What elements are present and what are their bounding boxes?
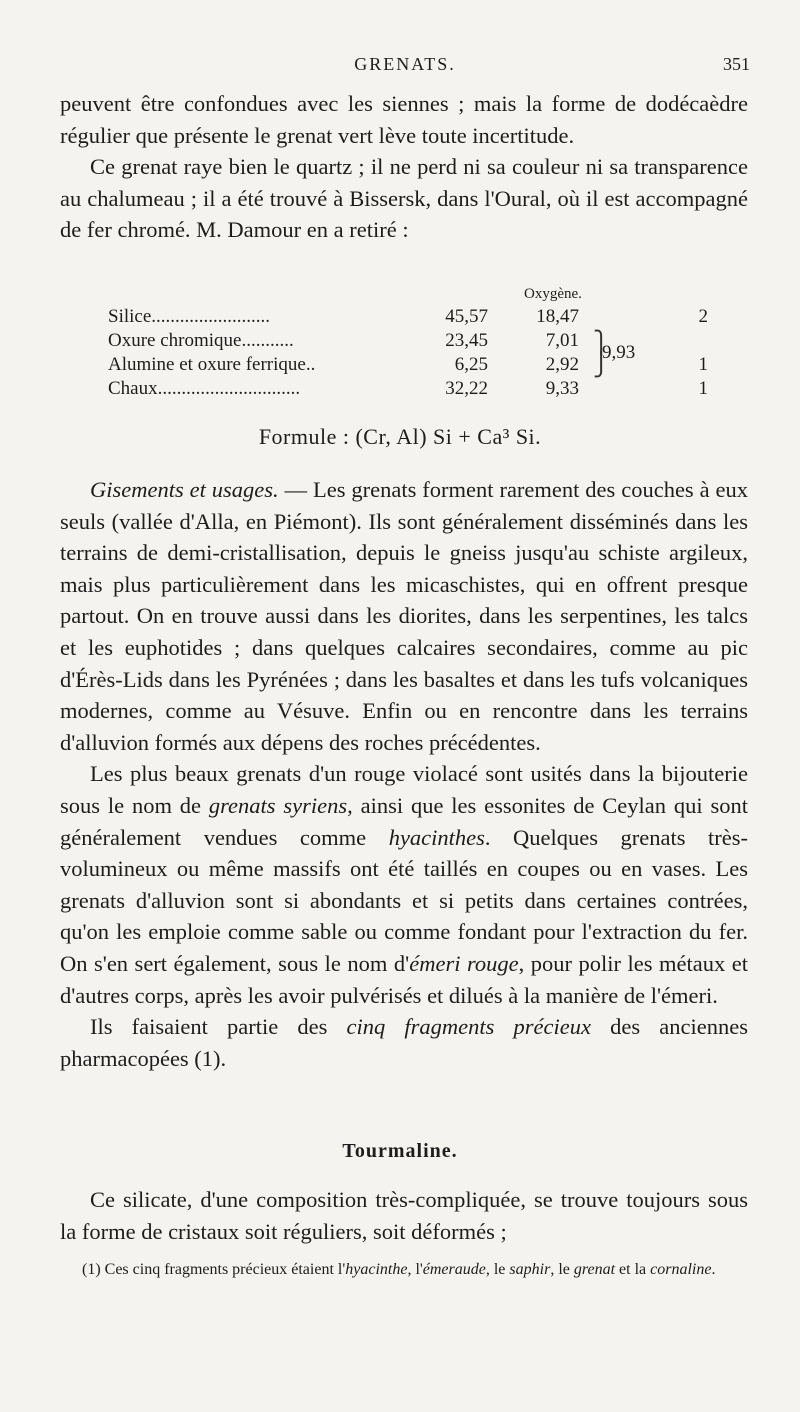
paragraph-continuation: peuvent être confondues avec les siennes ; mais la forme de dodécaèdre régulier que présente le grenat vert lève toute incertitude.	[60, 91, 748, 148]
oxide-name: Silice.........................	[108, 306, 271, 327]
oxygen-value: 9,33	[545, 378, 579, 399]
table-row	[108, 378, 708, 402]
italic-term: cinq fragments précieux	[346, 1014, 591, 1040]
page-number: 351	[723, 54, 750, 74]
text-run: , le	[550, 1261, 574, 1278]
paragraph-pharmacopees	[60, 1011, 748, 1074]
chemical-formula: Formule : (Cr, Al) Si + Ca³ Si.	[258, 424, 542, 449]
paragraph-gisements	[60, 474, 748, 758]
text-run: , ainsi que les essonites de Ceylan qui sont généralement vendues comme	[60, 792, 748, 850]
oxide-percent: 23,45	[445, 330, 488, 351]
text-run: des anciennes pharmacopées (1).	[60, 1014, 748, 1071]
oxide-percent: 32,22	[445, 378, 488, 399]
text-run: Ils faisaient partie des	[90, 1014, 347, 1040]
text-run: Les plus beaux grenats d'un rouge violacé sont usités dans la bijouterie sous le nom de	[60, 761, 748, 818]
text-run: , le	[485, 1261, 510, 1278]
text-run: , pour polir les métaux et d'autres corps, après les avoir pulvérisés et dilués à la manière de l'émeri.	[60, 950, 749, 1008]
paragraph-bijouterie	[60, 758, 748, 1011]
oxygen-sum: 9,93	[602, 342, 636, 363]
oxygen-ratio: 2	[698, 306, 708, 327]
italic-term: hyacinthe	[345, 1261, 408, 1278]
paragraph-text: — Les grenats forment rarement des couches à eux seuls (vallée d'Alla, en Piémont). Ils sont généralement disséminés dans les terrains de demi-cristallisation, depuis le gneiss jusqu'au schiste argileux, mais plus particulièrement dans les micaschistes, qui en offrent presque partout. On en trouve aussi dans les diorites, dans les serpentines, les talcs et les euphotides ; dans quelques calcaires secondaires, comme au pic d'Érès-Lids dans les Pyrénées ; dans les basaltes et dans les tufs volcaniques modernes, comme au Vésuve. Enfin ou en rencontre dans les terrains d'alluvion formés aux dépens des roches précédentes.	[60, 477, 748, 755]
text-run: . Quelques grenats très-volumineux ou même massifs ont été taillés en coupes ou en vases. Les grenats d'alluvion sont si abondants et si petits dans certaines contrées, qu'on les emploie comme sable ou comme fondant pour l'extraction du fer. On s'en sert également, sous le nom d'	[60, 824, 749, 976]
oxide-percent: 45,57	[445, 306, 488, 327]
section-heading-tourmaline: Tourmaline.	[342, 1140, 458, 1162]
oxygen-column-header: Oxygène.	[524, 286, 582, 302]
oxide-name: Oxure chromique...........	[108, 330, 294, 351]
text-block-tourmaline	[60, 1184, 748, 1247]
brace-bottom: ⎭	[593, 352, 610, 377]
oxygen-value: 2,92	[545, 354, 579, 375]
brace-top: ⎫	[593, 330, 610, 355]
footnote	[60, 1258, 750, 1282]
italic-term: émeraude	[422, 1261, 486, 1278]
footnote-text	[60, 1258, 750, 1282]
italic-term: grenats syriens	[208, 792, 348, 818]
italic-term: cornaline	[650, 1261, 712, 1278]
italic-term: saphir	[509, 1261, 551, 1278]
section-lead: Gisements et usages.	[90, 477, 279, 502]
italic-term: hyacinthes	[388, 824, 485, 850]
oxygen-ratio: 1	[698, 378, 708, 399]
text-run: et la	[615, 1261, 651, 1278]
oxide-percent: 6,25	[454, 354, 488, 375]
italic-term: grenat	[573, 1261, 616, 1278]
oxygen-value: 7,01	[545, 330, 579, 351]
paragraph-tourmaline: Ce silicate, d'une composition très-compliquée, se trouve toujours sous la forme de cristaux soit réguliers, soit déformés ;	[60, 1187, 748, 1244]
table-row	[108, 306, 708, 330]
text-block-intro	[60, 88, 748, 246]
oxygen-value: 18,47	[536, 306, 579, 327]
text-run: , l'	[407, 1261, 423, 1278]
running-head: GRENATS.	[354, 54, 456, 74]
oxide-name: Chaux..............................	[108, 378, 301, 399]
oxygen-ratio: 1	[698, 354, 708, 375]
paragraph-bissersk: Ce grenat raye bien le quartz ; il ne perd ni sa couleur ni sa transparence au chalumeau ; il a été trouvé à Bissersk, dans l'Oural, où il est accompagné de fer chromé. M. Damour en a retiré :	[60, 154, 748, 243]
oxide-name: Alumine et oxure ferrique..	[108, 354, 316, 375]
text-run: (1) Ces cinq fragments précieux étaient l'	[82, 1261, 346, 1278]
text-block-main	[60, 474, 748, 1074]
italic-term: émeri rouge	[409, 950, 519, 976]
text-run: .	[711, 1261, 716, 1278]
page-header	[60, 54, 750, 82]
